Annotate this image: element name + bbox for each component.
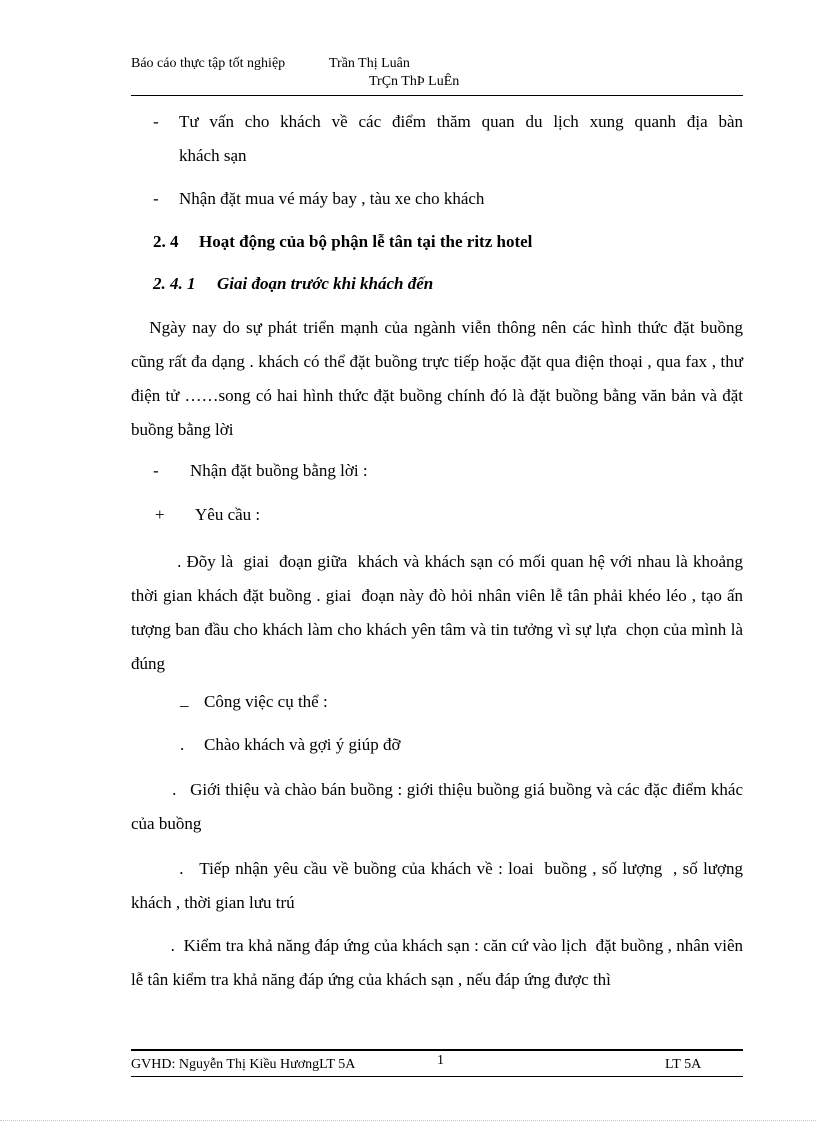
header-rule (131, 95, 743, 96)
bullet-marker: - (153, 112, 159, 131)
paragraph: . Giới thiệu và chào bán buồng : giới thiệu buồng giá buồng và các đặc điểm khác của buồng (131, 780, 748, 833)
dash-marker: - (153, 461, 159, 480)
page-number: 1 (437, 1053, 444, 1068)
header-report-title: Báo cáo thực tập tốt nghiệp (131, 56, 286, 71)
subsection-number: 2. 4. 1 (153, 274, 196, 293)
list-item: Chào khách và gợi ý giúp đỡ (204, 735, 401, 754)
bullet-item: Nhận đặt mua vé máy bay , tàu xe cho khách (179, 189, 485, 208)
page-edge-dotted (0, 1120, 816, 1121)
footer-class: LT 5A (665, 1057, 702, 1072)
bullet-item-line: khách sạn (179, 146, 247, 165)
list-item: Yêu cầu : (195, 505, 261, 524)
paragraph: . Kiểm tra khả năng đáp ứng của khách sạn : căn cứ vào lịch đặt buồng , nhân viên lễ tân kiểm tra khả năng đáp ứng của khách sạn , nếu đáp ứng được thì (131, 936, 748, 989)
paragraph: Ngày nay do sự phát triển mạnh của ngành viễn thông nên các hình thức đặt buồng cũng rất đa dạng . khách có thể đặt buồng trực tiếp hoặc đặt qua điện thoại , qua fax , thư điện tử ……song có hai hình thức đặt buồng chính đó là đặt buồng bằng văn bản và đặt buồng bằng lời (131, 318, 748, 439)
footer-rule-bottom (131, 1076, 743, 1077)
footer-rule (131, 1049, 743, 1051)
section-heading: Hoạt động của bộ phận lễ tân tại the ritz hotel (199, 232, 533, 251)
bullet-marker: - (153, 189, 159, 208)
list-item: Công việc cụ thể : (204, 692, 328, 711)
footer-supervisor: GVHD: Nguyễn Thị Kiều HươngLT 5A (131, 1057, 356, 1072)
paragraph: . Tiếp nhận yêu cầu về buồng của khách về : loai buồng , số lượng , số lượng khách , thời gian lưu trú (131, 859, 748, 912)
paragraph: . Đõy là giai đoạn giữa khách và khách sạn có mối quan hệ với nhau là khoảng thời gian khách đặt buồng . giai đoạn này đò hỏi nhân viên lễ tân phải khéo léo , tạo ấn tượng ban đầu cho khách làm cho khách yên tâm và tin tưởng vì sự lựa chọn của mình là đúng (131, 552, 752, 673)
header-author-name: Trần Thị Luân (329, 56, 410, 71)
list-item: Nhận đặt buồng bằng lời : (190, 461, 368, 480)
underscore-marker: _ (180, 690, 189, 709)
subsection-heading: Giai đoạn trước khi khách đến (217, 274, 434, 293)
section-number: 2. 4 (153, 232, 179, 251)
plus-marker: + (155, 505, 165, 524)
header-author-name-garbled: TrÇn ThÞ LuÊn (369, 74, 460, 89)
dot-marker: . (180, 735, 185, 754)
bullet-item-line: Tư vấn cho khách về các điểm thăm quan du lịch xung quanh địa bàn (179, 112, 743, 131)
